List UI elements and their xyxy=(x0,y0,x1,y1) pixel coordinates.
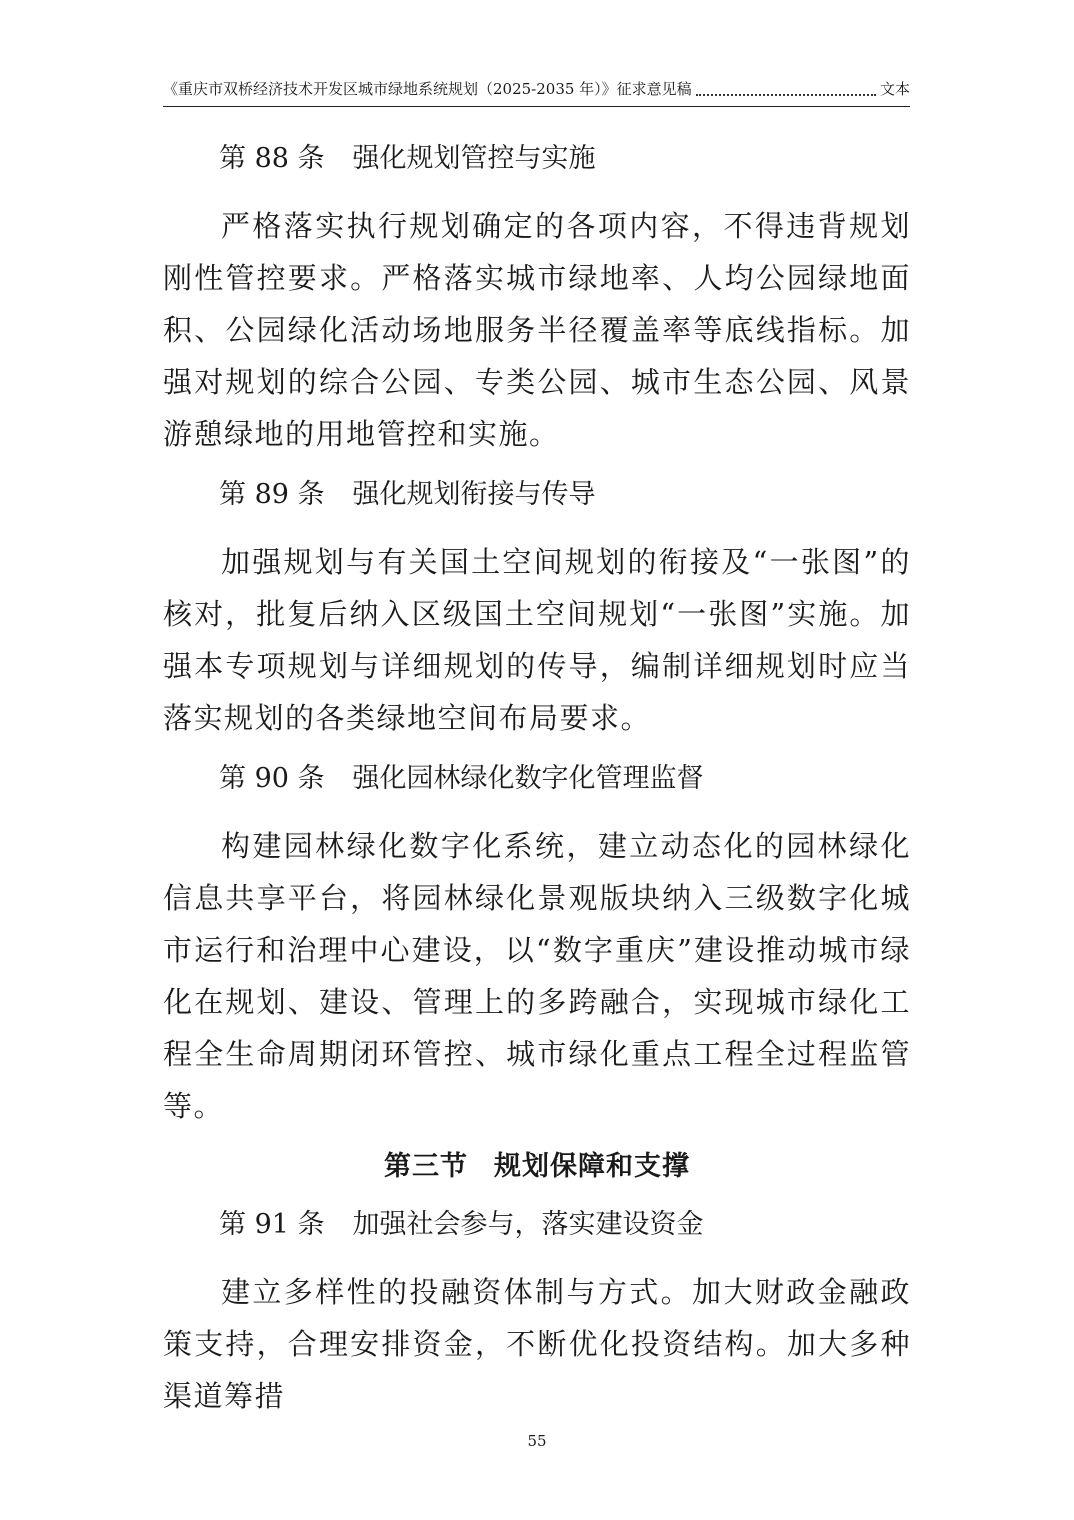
article-90-text: 构建园林绿化数字化系统，建立动态化的园林绿化信息共享平台，将园林绿化景观版块纳入三级数字化城市运行和治理中心建设，以“数字重庆”建设推动城市绿化在规划、建设、管理上的多跨融合，实现城市绿化工程全生命周期闭环管控、城市绿化重点工程全过程监管等。 xyxy=(163,829,911,1123)
article-title: 强化园林绿化数字化管理监督 xyxy=(352,763,704,794)
article-88-heading xyxy=(163,130,911,188)
article-88-text: 严格落实执行规划确定的各项内容，不得违背规划刚性管控要求。严格落实城市绿地率、人均公园绿地面积、公园绿化活动场地服务半径覆盖率等底线指标。加强对规划的综合公园、专类公园、城市生态公园、风景游憩绿地的用地管控和实施。 xyxy=(163,209,911,451)
header-title: 《重庆市双桥经济技术开发区城市绿地系统规划（2025-2035 年）》征求意见稿 xyxy=(163,80,692,98)
header-right-label: 文本 xyxy=(879,80,910,98)
article-number: 第 90 条 xyxy=(219,763,325,794)
article-91-heading xyxy=(163,1196,911,1254)
header-rule xyxy=(163,106,910,107)
header-dot-leader xyxy=(696,94,876,96)
running-header xyxy=(163,76,910,102)
article-number: 第 88 条 xyxy=(219,143,325,174)
article-89-text: 加强规划与有关国土空间规划的衔接及“一张图”的核对，批复后纳入区级国土空间规划“一张图”实施。加强本专项规划与详细规划的传导，编制详细规划时应当落实规划的各类绿地空间布局要求。 xyxy=(163,545,911,735)
article-title: 强化规划衔接与传导 xyxy=(352,479,596,510)
article-90-heading xyxy=(163,750,911,808)
article-title: 强化规划管控与实施 xyxy=(352,143,596,174)
article-title: 加强社会参与，落实建设资金 xyxy=(352,1209,704,1240)
section-title: 规划保障和支撑 xyxy=(494,1151,690,1182)
page-number: 55 xyxy=(527,1432,547,1450)
article-number: 第 89 条 xyxy=(219,479,325,510)
section-label: 第三节 xyxy=(384,1151,468,1182)
article-89-heading xyxy=(163,466,911,524)
page-body xyxy=(163,130,911,1428)
article-number: 第 91 条 xyxy=(219,1209,325,1240)
article-91-text: 建立多样性的投融资体制与方式。加大财政金融政策支持，合理安排资金，不断优化投资结构。加大多种渠道筹措 xyxy=(163,1275,911,1413)
section-heading xyxy=(163,1138,911,1196)
